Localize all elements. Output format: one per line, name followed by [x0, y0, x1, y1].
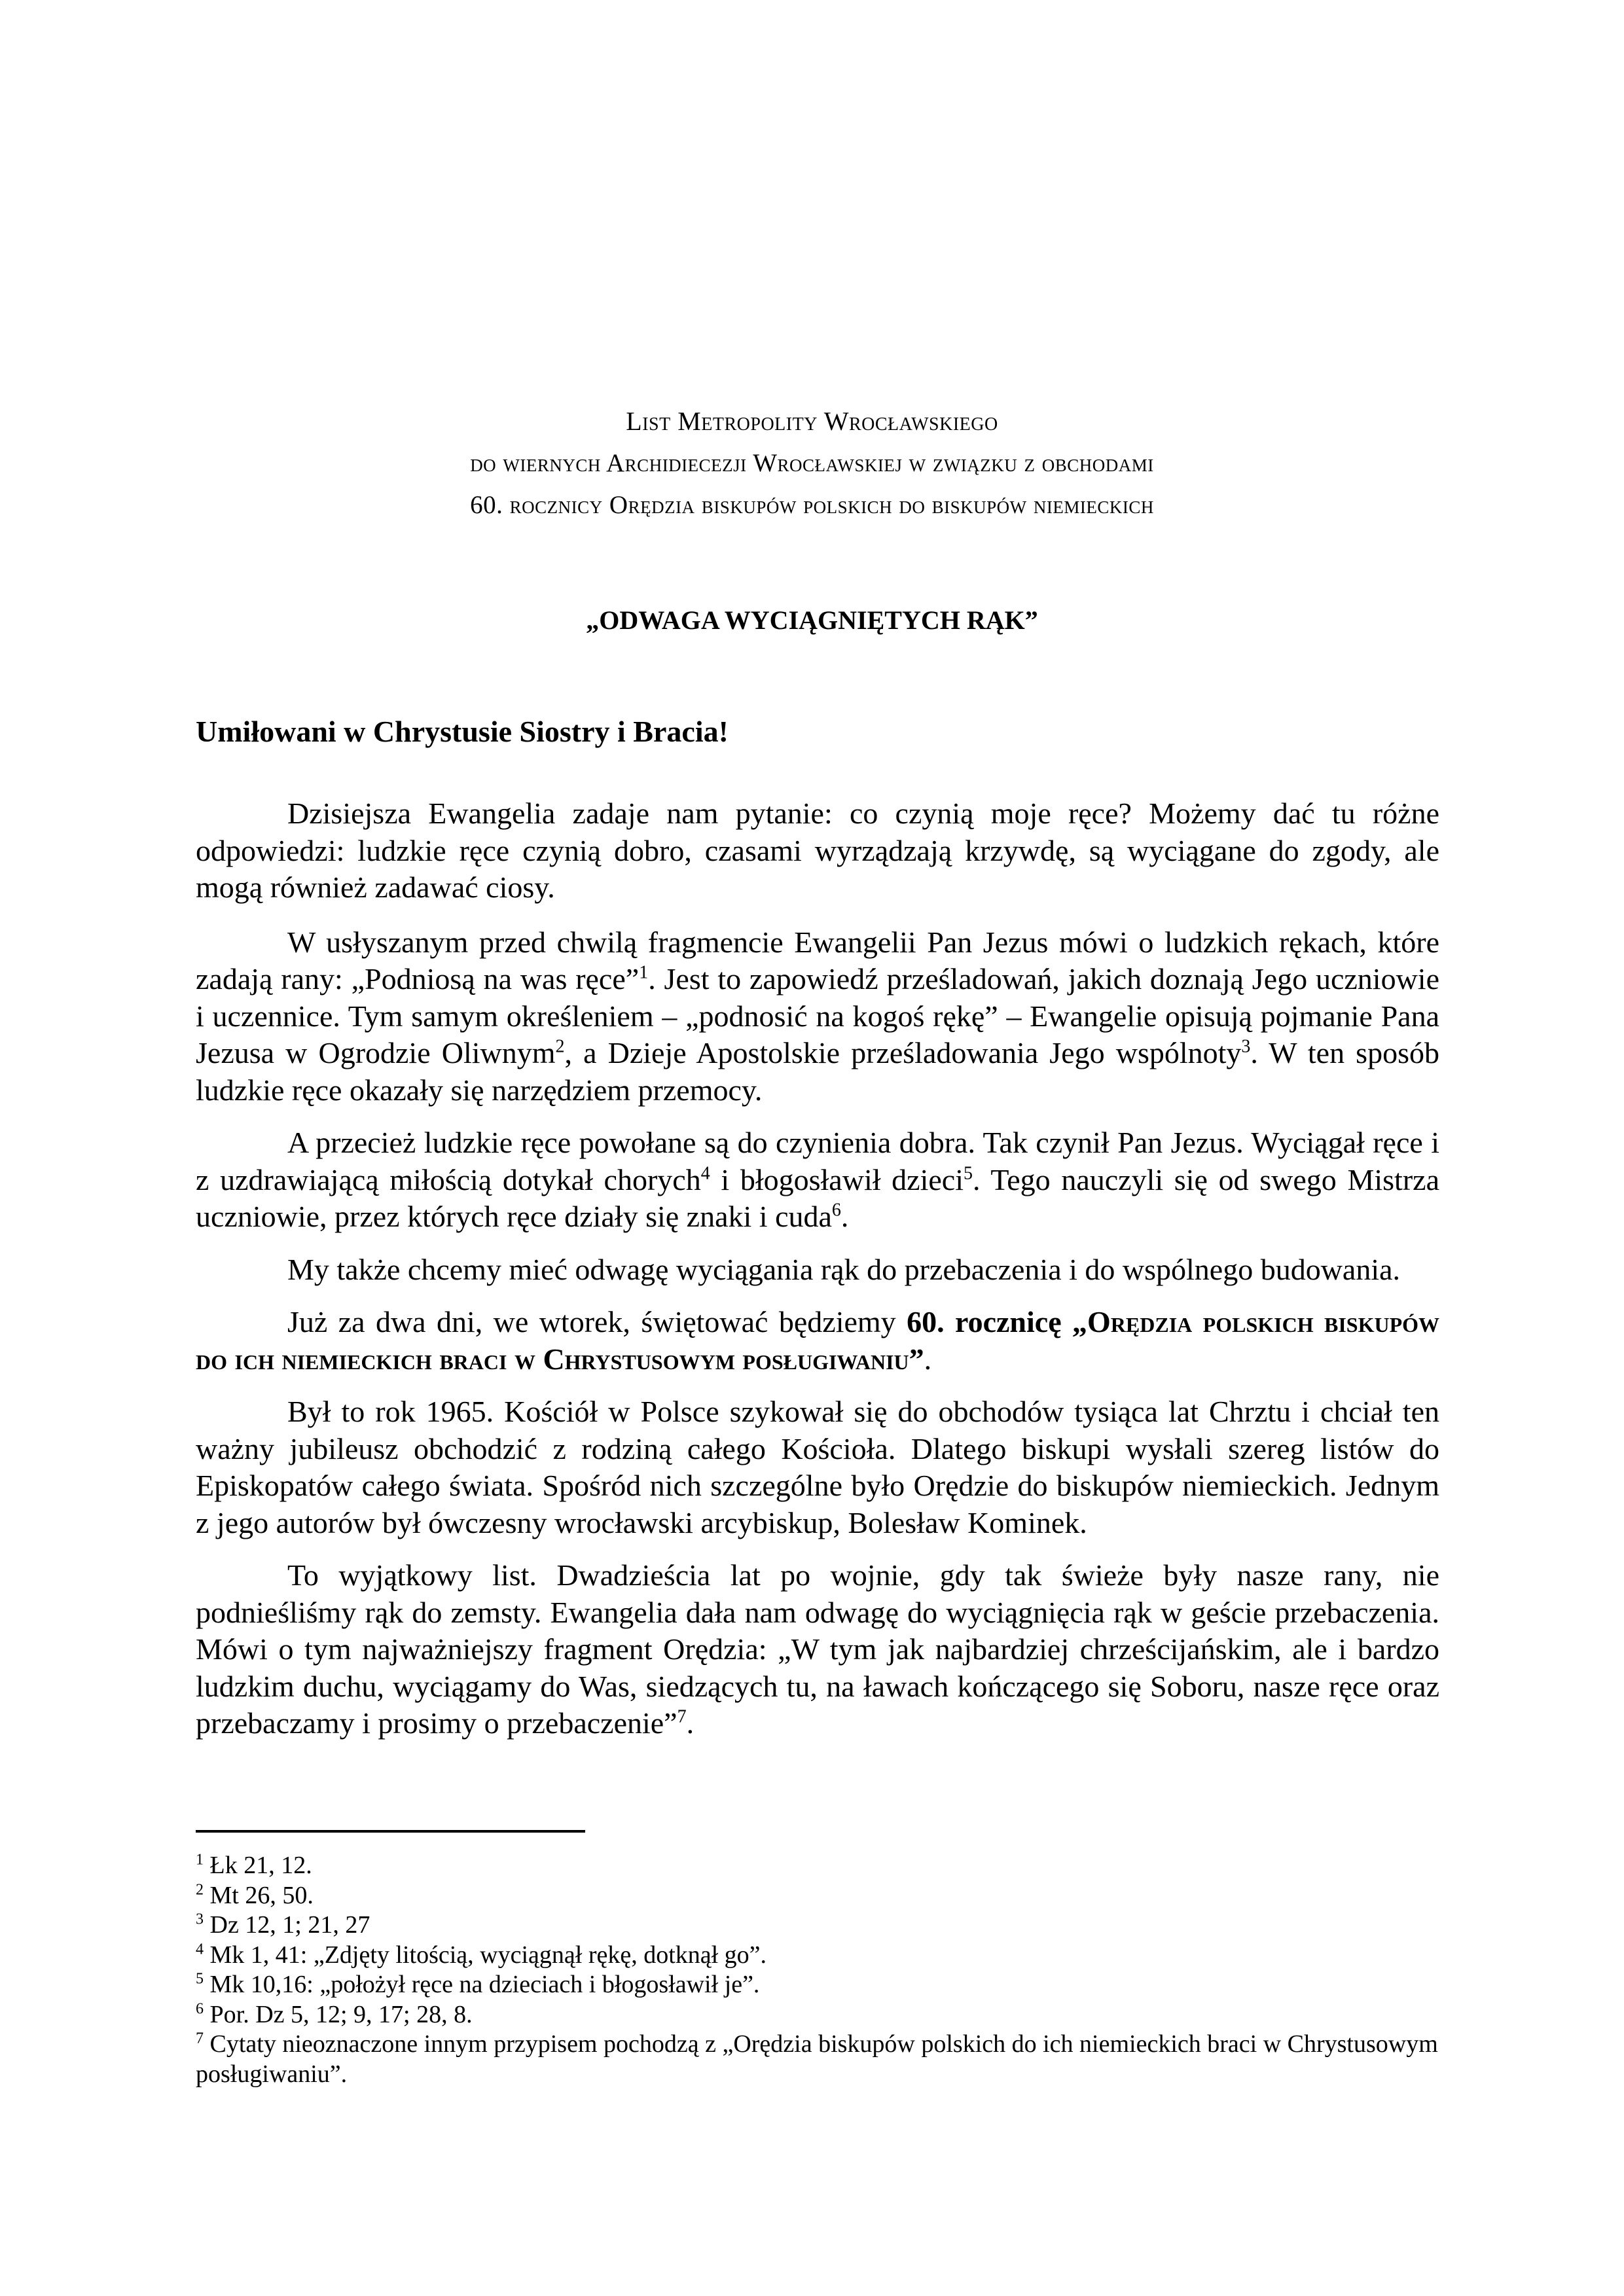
- footnote-3: [196, 1910, 1439, 1941]
- letter-header: [0, 401, 1624, 526]
- footnote-ref-5[interactable]: 5: [964, 1163, 973, 1184]
- footnote-7: [196, 2030, 1439, 2089]
- footnote-separator: [196, 1830, 585, 1833]
- letter-body: [196, 795, 1439, 1758]
- footnote-text: Cytaty nieoznaczone innym przypisem pochodzą z „Orędzia biskupów polskich do ich niemieckich braci w Chrystusowym posługiwaniu”.: [196, 2030, 1438, 2088]
- text-run: W usłyszanym przed chwilą fragmencie Ewangelii Pan Jezus mówi o ludzkich rękach, które zadają rany: „Podniosą na was ręce”: [196, 925, 1439, 996]
- footnote-text: Mt 26, 50.: [204, 1881, 314, 1909]
- paragraph-4: My także chcemy mieć odwagę wyciągania rąk do przebaczenia i do wspólnego budowania.: [287, 1252, 1401, 1286]
- document-name-smallcaps: Orędzia polskich biskupów do ich niemieckich braci w Chrystusowym posługiwaniu: [196, 1305, 1440, 1376]
- text-run: .: [840, 1200, 849, 1233]
- anniversary-highlight: 60. rocznicę „: [907, 1305, 1088, 1338]
- text-run: A przecież ludzkie ręce powołane są do czynienia dobra. Tak czynił Pan Jezus. Wyciągał ręce i z uzdrawiającą miłością dotykał chorych: [196, 1126, 1439, 1196]
- footnote-number: 3: [196, 1910, 204, 1928]
- footnote-4: [196, 1941, 1439, 1971]
- paragraph-5: [196, 1304, 1439, 1378]
- footnote-number: 1: [196, 1851, 204, 1869]
- text-run: . Tego nauczyli się od swego Mistrza uczniowie, przez których ręce działy się znaki i cuda: [196, 1162, 1439, 1233]
- closing-quote: ”: [909, 1342, 924, 1376]
- text-run: .: [924, 1342, 932, 1376]
- footnote-ref-1[interactable]: 1: [639, 962, 649, 983]
- footnote-6: [196, 2000, 1439, 2030]
- footnote-text: Mk 10,16: „położył ręce na dzieciach i błogosławił je”.: [204, 1971, 760, 1998]
- footnote-2: [196, 1881, 1439, 1911]
- paragraph-7: [196, 1557, 1439, 1742]
- paragraph-3: [196, 1124, 1439, 1236]
- footnote-number: 6: [196, 2000, 204, 2017]
- footnotes: [196, 1851, 1439, 2089]
- text-run: Już za dwa dni, we wtorek, świętować będziemy: [287, 1305, 907, 1338]
- paragraph-1: Dzisiejsza Ewangelia zadaje nam pytanie: co czynią moje ręce? Możemy dać tu różne odpowiedzi: ludzkie ręce czynią dobro, czasami wyrządzają krzywdę, są wyciągane do zgody, ale mogą również zadawać ciosy.: [196, 797, 1439, 904]
- greeting: Umiłowani w Chrystusie Siostry i Bracia!: [196, 715, 729, 748]
- text-run: To wyjątkowy list. Dwadzieścia lat po wojnie, gdy tak świeże były nasze rany, nie podnieśliśmy rąk do zemsty. Ewangelia dała nam odwagę do wyciągnięcia rąk w geście przebaczenia. Mówi o tym najważniejszy fragment Orędzia: „W tym jak najbardziej chrześcijańskim, ale i bardzo ludzkim duchu, wyciągamy do Was, siedzących tu, na ławach kończącego się Soboru, nasze ręce oraz przebaczamy i prosimy o przebaczenie”: [196, 1558, 1439, 1740]
- header-line-2: do wiernych Archidiecezji Wrocławskiej w związku z obchodami: [470, 449, 1154, 477]
- footnote-number: 5: [196, 1970, 204, 1988]
- footnote-ref-3[interactable]: 3: [1241, 1036, 1251, 1057]
- letter-title: „ODWAGA WYCIĄGNIĘTYCH RĄK”: [586, 605, 1038, 635]
- footnote-ref-7[interactable]: 7: [677, 1706, 687, 1727]
- text-run: i błogosławił dzieci: [710, 1162, 964, 1196]
- footnote-ref-4[interactable]: 4: [700, 1163, 710, 1184]
- footnote-number: 4: [196, 1940, 204, 1958]
- footnote-number: 7: [196, 2030, 204, 2047]
- text-run: , a Dzieje Apostolskie prześladowania Jego wspólnoty: [564, 1036, 1242, 1069]
- footnote-text: Mk 1, 41: „Zdjęty litością, wyciągnął rękę, dotknął go”.: [204, 1941, 767, 1969]
- footnote-text: Por. Dz 5, 12; 9, 17; 28, 8.: [204, 2000, 473, 2028]
- header-line-1: List Metropolity Wrocławskiego: [626, 406, 998, 436]
- footnote-5: [196, 1970, 1439, 2000]
- header-line-3: 60. rocznicy Orędzia biskupów polskich do biskupów niemieckich: [470, 491, 1154, 519]
- text-run: .: [686, 1706, 695, 1740]
- footnote-1: [196, 1851, 1439, 1881]
- footnote-number: 2: [196, 1880, 204, 1898]
- text-run: . Jest to zapowiedź prześladowań, jakich doznają Jego uczniowie i uczennice. Tym samym określeniem – „podnosić na kogoś rękę” – Ewangelie opisują pojmanie Pana Jezusa w Ogrodzie Oliwnym: [196, 962, 1439, 1069]
- footnote-text: Dz 12, 1; 21, 27: [204, 1911, 370, 1939]
- footnote-text: Łk 21, 12.: [204, 1852, 312, 1879]
- paragraph-6: Był to rok 1965. Kościół w Polsce szykował się do obchodów tysiąca lat Chrztu i chciał ten ważny jubileusz obchodzić z rodziną całego Kościoła. Dlatego biskupi wysłali szereg listów do Episkopatów całego świata. Spośród nich szczególne było Orędzie do biskupów niemieckich. Jednym z jego autorów był ówczesny wrocławski arcybiskup, Bolesław Kominek.: [196, 1395, 1439, 1539]
- paragraph-2: [196, 924, 1439, 1109]
- footnote-ref-2[interactable]: 2: [555, 1036, 565, 1057]
- text-run: . W ten sposób ludzkie ręce okazały się narzędziem przemocy.: [196, 1036, 1439, 1107]
- footnote-ref-6[interactable]: 6: [831, 1200, 841, 1221]
